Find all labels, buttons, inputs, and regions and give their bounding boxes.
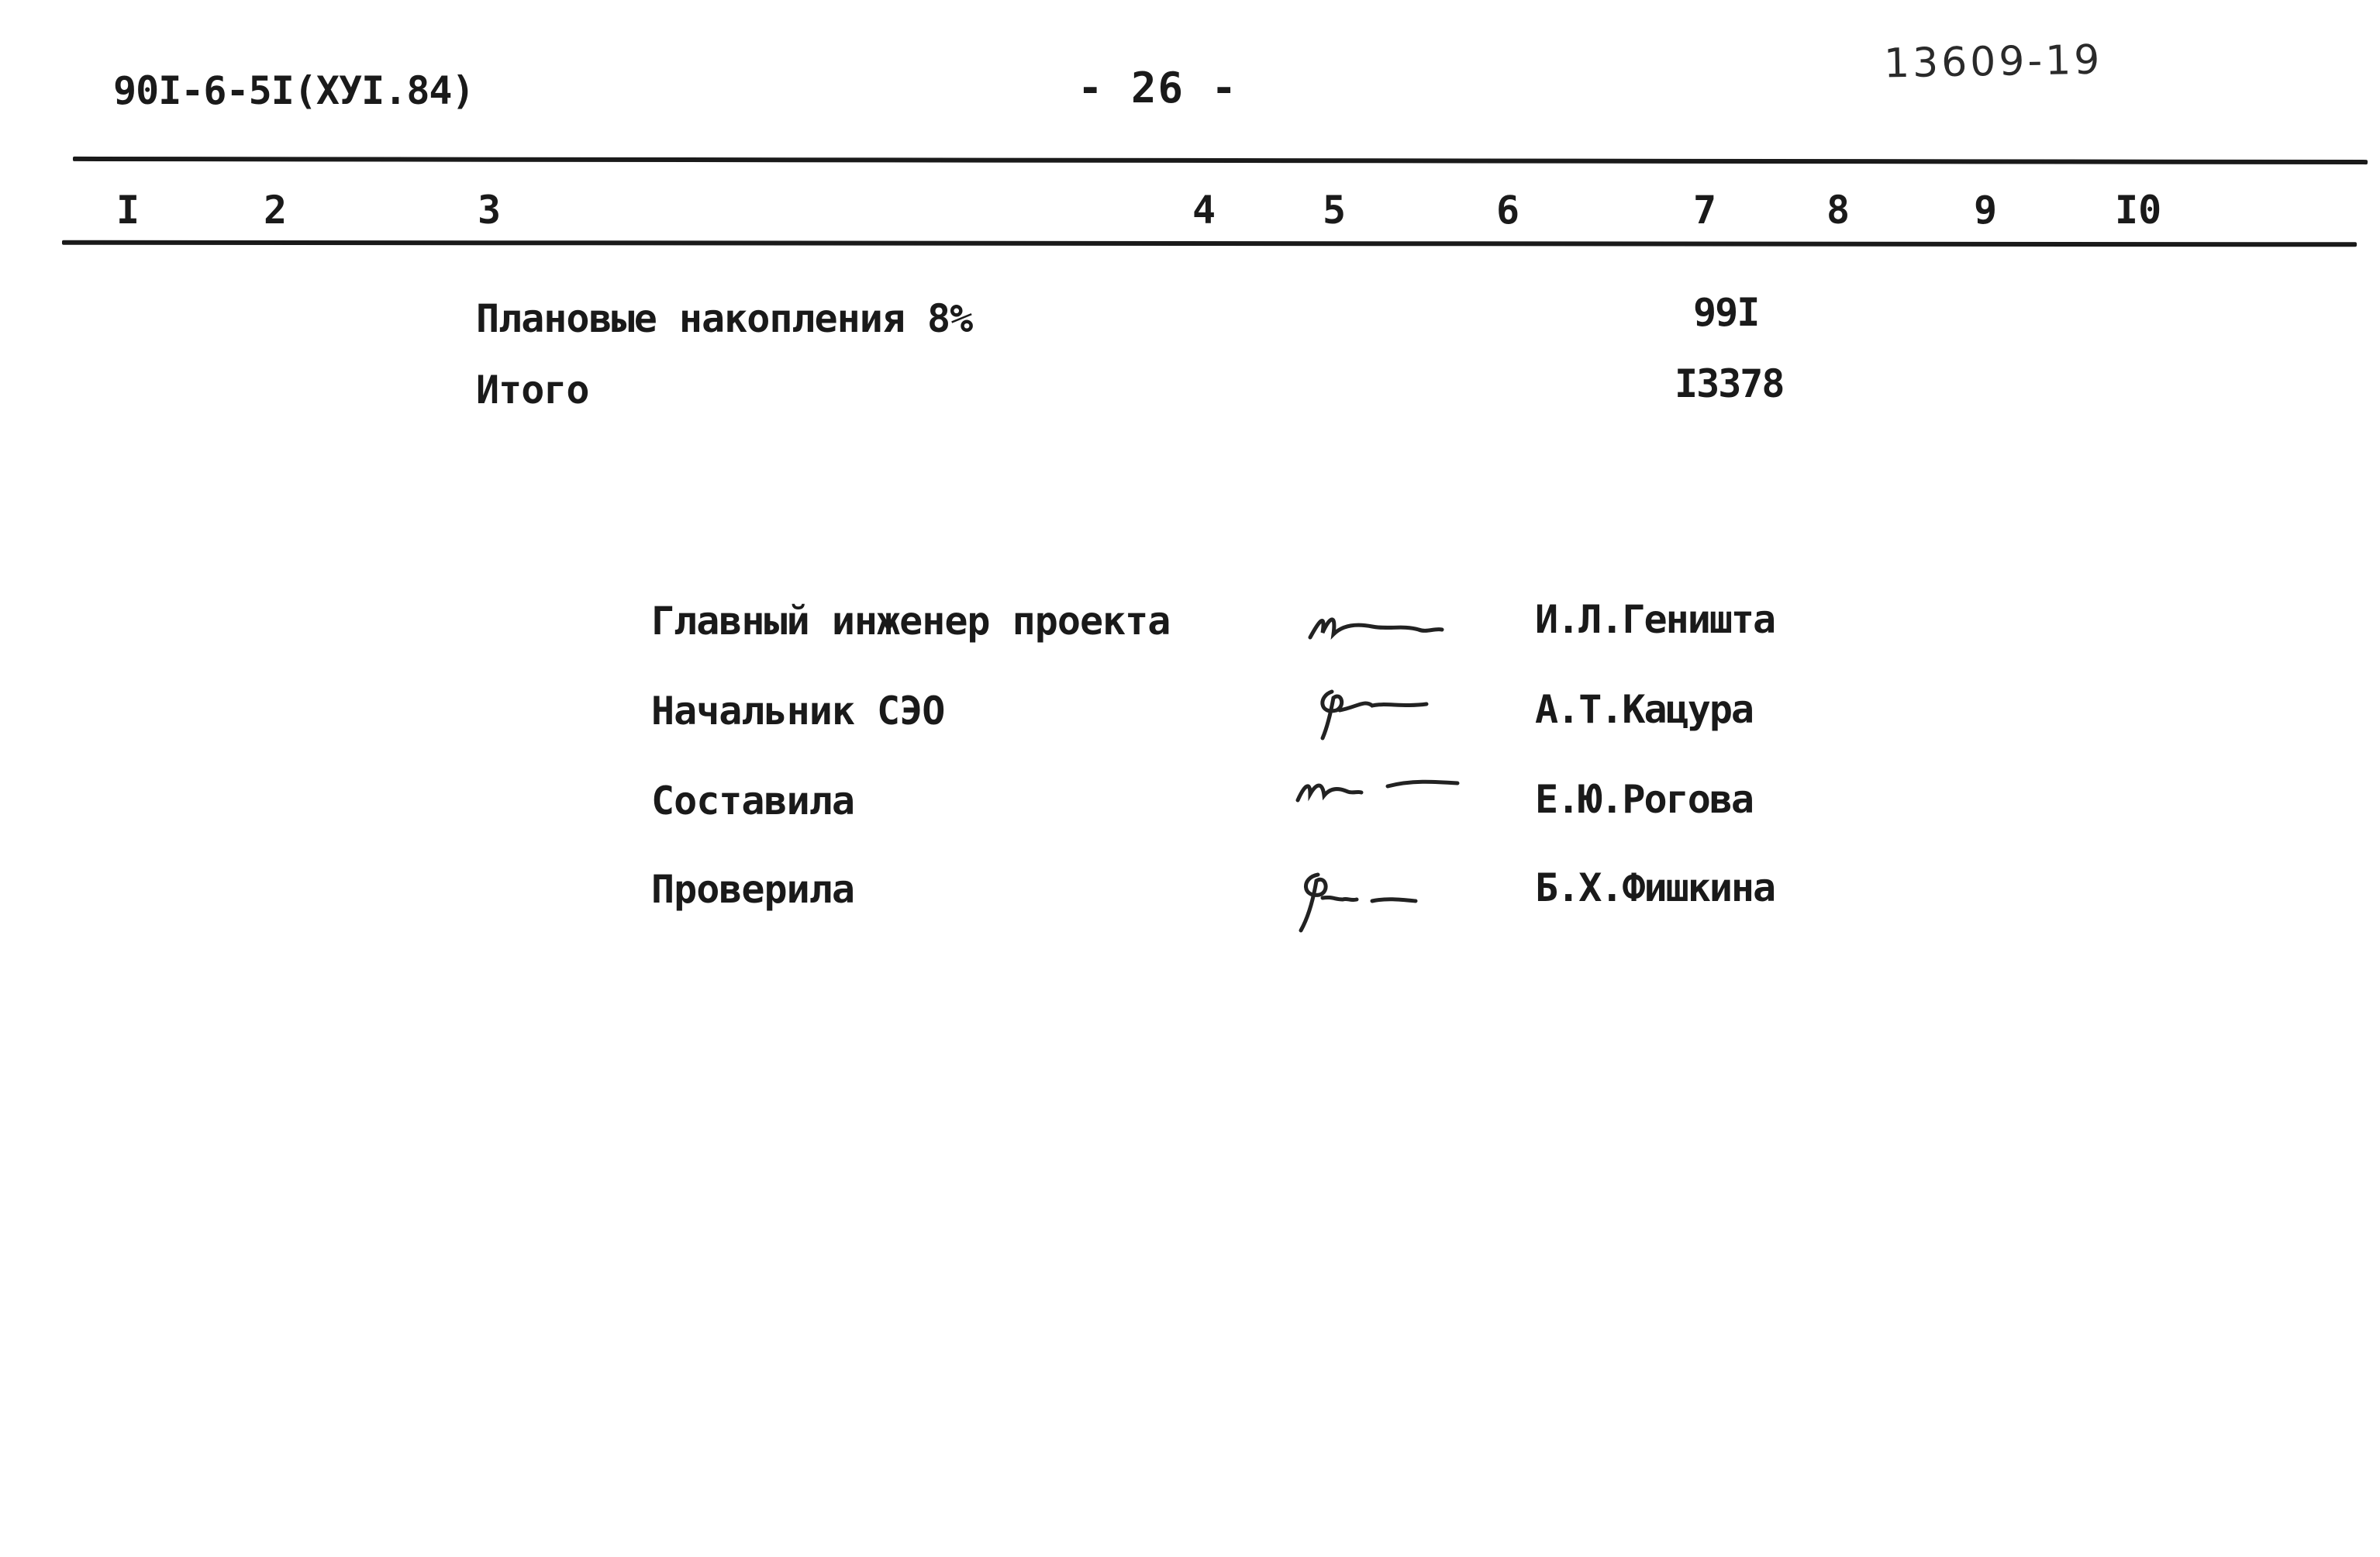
handwritten-signature	[1287, 760, 1465, 822]
row-label: Плановые накопления 8%	[476, 296, 973, 341]
signer-name: Е.Ю.Рогова	[1535, 777, 1754, 822]
signer-title: Составила	[651, 778, 854, 823]
handwritten-signature	[1287, 853, 1426, 938]
column-number-9: 9	[1974, 188, 1998, 233]
column-number-4: 4	[1192, 188, 1216, 233]
column-number-10: I0	[2115, 188, 2162, 233]
column-number-7: 7	[1693, 188, 1717, 233]
signer-title: Начальник СЭО	[651, 689, 945, 734]
row-value: 99I	[1693, 290, 1759, 335]
handwritten-signature	[1302, 597, 1450, 651]
document-code: 90I-6-5I(XУI.84)	[113, 68, 474, 113]
row-value: I3378	[1675, 361, 1784, 406]
archive-number: 13609-19	[1883, 36, 2103, 88]
signer-name: Б.Х.Фишкина	[1535, 865, 1775, 910]
column-number-8: 8	[1826, 188, 1851, 233]
signer-name: А.Т.Кацура	[1535, 687, 1754, 732]
column-number-1: I	[116, 188, 140, 233]
column-number-6: 6	[1496, 188, 1520, 233]
signer-title: Проверила	[651, 867, 854, 912]
column-number-3: 3	[478, 188, 502, 233]
column-number-5: 5	[1323, 188, 1347, 233]
column-number-2: 2	[264, 188, 288, 233]
handwritten-signature	[1310, 676, 1442, 746]
table-header-rule	[62, 240, 2357, 247]
table-top-rule	[73, 157, 2368, 164]
signer-title: Главный инженер проекта	[651, 599, 1171, 644]
signer-name: И.Л.Геништа	[1535, 597, 1775, 642]
page-number: - 26 -	[1078, 64, 1239, 112]
row-label: Итого	[476, 368, 589, 413]
